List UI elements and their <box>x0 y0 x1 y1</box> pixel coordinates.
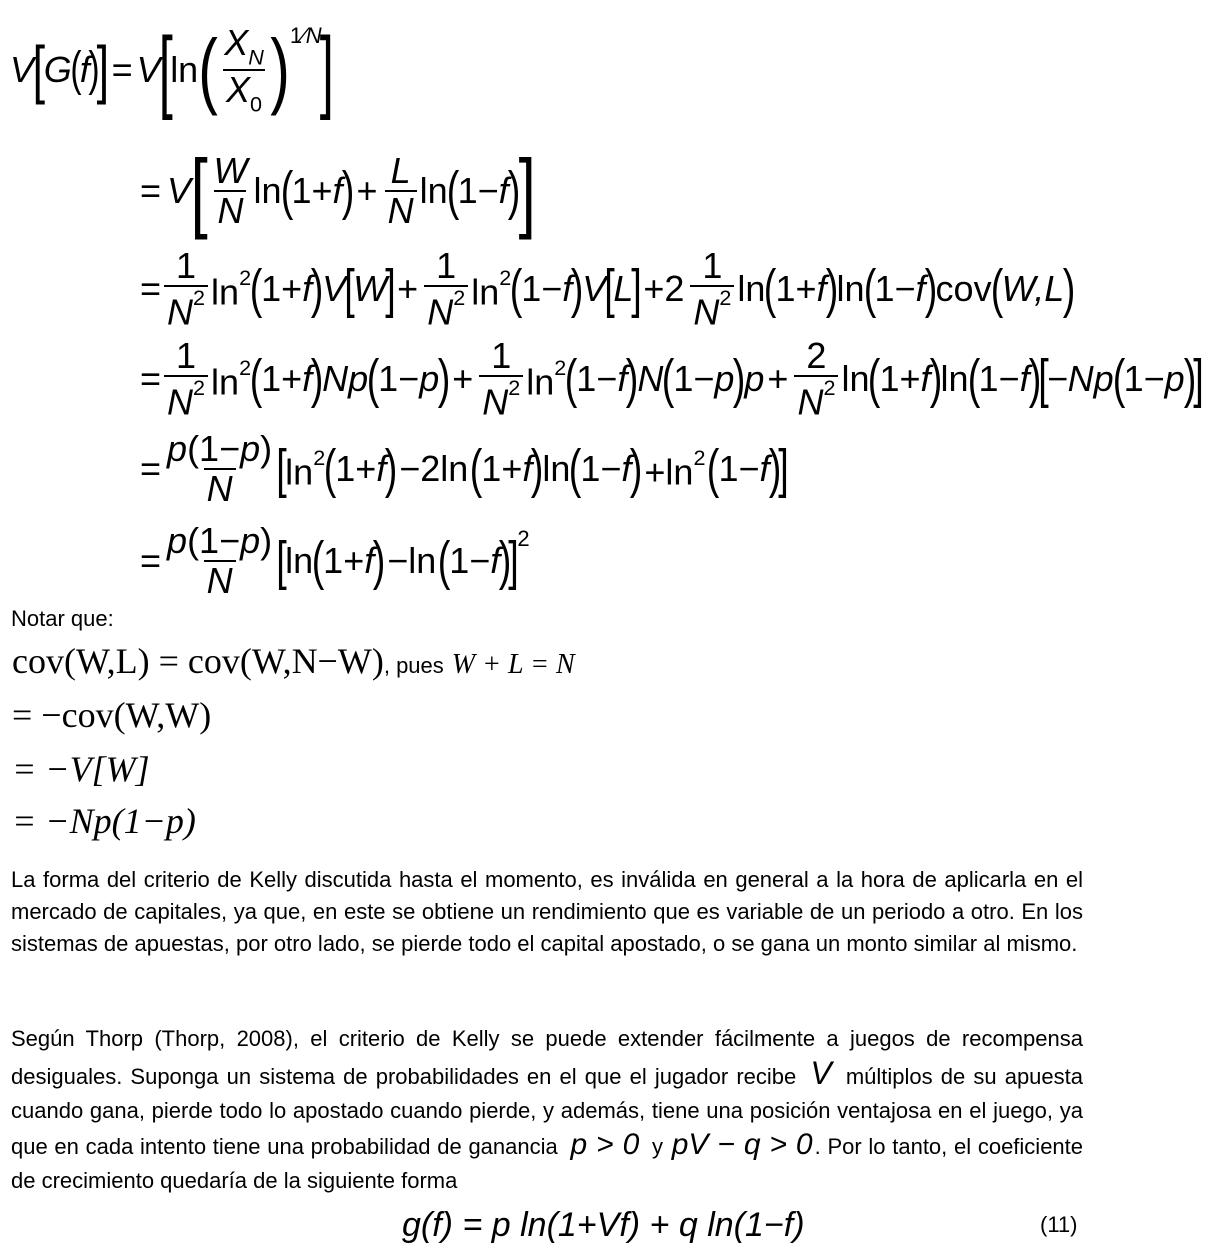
note-line-3: = −V[W] <box>12 749 150 789</box>
note-label: Notar que: <box>11 606 114 631</box>
derivation-line-5: = $\frac{p(1-p)}{N}$ [ $\ln^2$ ( 1+ f ) −2ln ( 1+ f ) ln ( 1− f ) $+\ln^2$ ( 1− f ) ] <box>140 428 789 509</box>
condition-edge-positive: pV − q > 0 <box>671 1128 813 1161</box>
paragraph-2-part-1: Según Thorp (Thorp, 2008), el criterio de Kelly se puede extender fácilmente a juegos de recompensa desiguales. Suponga un sistema de probabilidades en el que el jugador recibe <box>11 1026 1083 1089</box>
derivation-line-1: V [ G ( f ) ] = V [ ln ( $\frac{X_N}{X_0}$ ) 1⁄N ] <box>10 18 334 121</box>
paragraph-2-part-3: y <box>652 1134 663 1159</box>
note-pues: , pues <box>383 653 444 678</box>
paragraph-2-part-4: . Por lo tanto, el coeficiente de crecimiento quedaría de la siguiente forma <box>11 1134 1084 1193</box>
paragraph-2 <box>11 1022 1083 1198</box>
note-condition: W + L = N <box>451 649 575 680</box>
condition-p-positive: p > 0 <box>570 1128 640 1161</box>
derivation-line-6: = $\frac{p(1-p)}{N}$ [ ln ( 1+ f ) −ln ( 1− f ) ] 2 <box>140 520 530 601</box>
paragraph-2-part-2: múltiplos de su apuesta cuando gana, pierde todo lo apostado cuando pierde, y además, tiene una posición ventajosa en el juego, ya que en cada intento tiene una probabilidad de ganancia <box>11 1064 1083 1159</box>
note-cov-equation: cov(W,L) = cov(W,N−W) <box>12 641 384 681</box>
derivation-line-2: = V [ $\frac{W}{N}$ ln ( 1+ f ) + $\frac{L}{N}$ ln ( 1− f ) ] <box>140 141 536 241</box>
symbol-v: V <box>810 1055 832 1091</box>
equation-11: g(f) = p ln(1+Vf) + q ln(1−f) <box>402 1206 805 1244</box>
derivation-line-3: = $\frac{1}{N^2}$ $\ln^2$ ( 1+ f ) V [ W ] + $\frac{1}{N^2}$ $\ln^2$ ( 1− f ) V [ L ] +2 $\frac{1}{N^2}$ ln ( 1+ f ) ln ( 1− f ) cov ( W,L ) <box>140 244 1076 333</box>
equation-11-number: (11) <box>1040 1212 1078 1237</box>
note-line-2: = −cov(W,W) <box>12 695 212 735</box>
note-line-1 <box>12 640 575 682</box>
paragraph-1: La forma del criterio de Kelly discutida hasta el momento, es inválida en general a la hora de aplicarla en el mercado de capitales, ya que, en este se obtiene un rendimiento que es variable de un periodo a otro. En los sistemas de apuestas, por otro lado, se pierde todo el capital apostado, o se gana un monto similar al mismo. <box>11 867 1083 956</box>
derivation-line-4: = $\frac{1}{N^2}$ $\ln^2$ ( 1+ f ) Np ( 1− p ) + $\frac{1}{N^2}$ $\ln^2$ ( 1− f ) N ( 1− p ) p + $\frac{2}{N^2}$ ln ( 1+ f ) ln ( 1− f ) [ −Np ( 1− p ) ] <box>140 334 1204 423</box>
note-line-4: = −Np(1−p) <box>12 801 196 841</box>
